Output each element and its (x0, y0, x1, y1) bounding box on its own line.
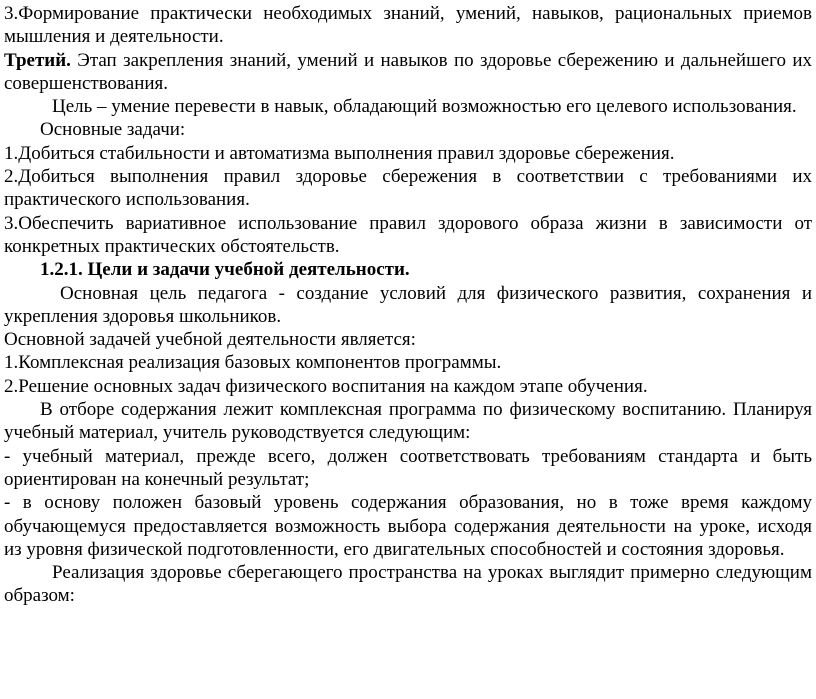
paragraph-implementation: Реализация здоровье сберегающего пространства на уроках выглядит примерно следующим образом: (4, 562, 812, 607)
section-heading: 1.2.1. Цели и задачи учебной деятельности. (40, 259, 410, 281)
list-item-task-2: 2.Добиться выполнения правил здоровье сбережения в соответствии с требованиями их практического использования. (4, 166, 812, 211)
list-item-task-3: 3.Обеспечить вариативное использование правил здорового образа жизни в зависимости от конкретных практических обстоятельств. (4, 212, 812, 257)
paragraph-main-objective: Основной задачей учебной деятельности является: (4, 329, 416, 351)
third-stage-label: Третий. (4, 49, 71, 71)
paragraph-third-stage (4, 49, 812, 96)
list-item-objective-1: 1.Комплексная реализация базовых компонентов программы. (4, 352, 502, 374)
paragraph-main-tasks: Основные задачи: (40, 119, 186, 141)
list-item-objective-2: 2.Решение основных задач физического воспитания на каждом этапе обучения. (4, 375, 648, 397)
paragraph-goal: Цель – умение перевести в навык, обладающий возможностью его целевого использования. (52, 96, 797, 118)
list-item-basic-level: - в основу положен базовый уровень содержания образования, но в тоже время каждому обучающемуся предоставляется возможность выбора содержания деятельности на уроке, исходя из уровня физической подготовленности, его двигательных способностей и состояния здоровья. (4, 492, 812, 560)
paragraph-content-selection: В отборе содержания лежит комплексная программа по физическому воспитанию. Планируя учебный материал, учитель руководствуется следующим: (4, 399, 812, 444)
paragraph-formation: 3.Формирование практически необходимых знаний, умений, навыков, рациональных приемов мышления и деятельности. (4, 3, 812, 48)
list-item-task-1: 1.Добиться стабильности и автоматизма выполнения правил здоровье сбережения. (4, 142, 675, 164)
paragraph-teacher-goal: Основная цель педагога - создание условий для физического развития, сохранения и укрепления здоровья школьников. (4, 282, 812, 327)
third-stage-text: Этап закрепления знаний, умений и навыков по здоровье сбережению и дальнейшего их совершенствования. (4, 49, 812, 94)
list-item-material: - учебный материал, прежде всего, должен соответствовать требованиям стандарта и быть ориентирован на конечный результат; (4, 445, 812, 490)
